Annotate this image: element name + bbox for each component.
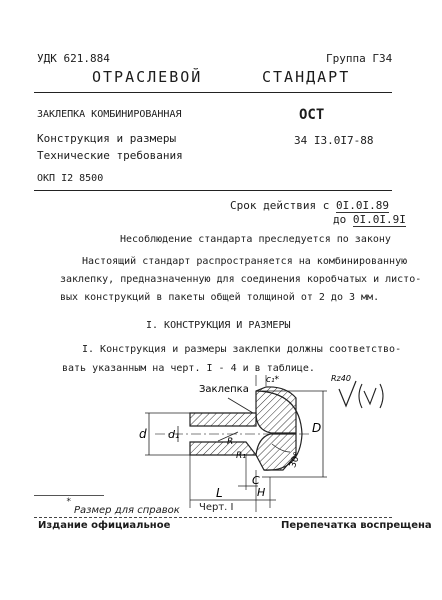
drawing-angle: 30°	[288, 450, 304, 470]
footer-official: Издание официальное	[38, 520, 171, 531]
drawing-label-rivet: Заклепка	[199, 384, 249, 395]
intro-line-1: Настоящий стандарт распространяется на комбинированную	[82, 256, 408, 267]
validity-from-date: 0I.0I.89	[335, 199, 389, 212]
footer-reprint: Перепечатка воспрещена	[281, 520, 432, 531]
section-para-1: I. Конструкция и размеры заклепки должны соответство-	[82, 344, 402, 355]
ost-number: 34 I3.0I7-88	[294, 134, 374, 147]
header-title-right: СТАНДАРТ	[262, 68, 351, 86]
drawing-C: C	[252, 474, 260, 487]
drawing-roughness: Rz40	[331, 374, 351, 383]
drawing-caption: Черт. I	[199, 502, 234, 513]
rivet-shank-upper	[190, 413, 256, 426]
drawing-d1: d₁	[168, 428, 180, 441]
validity-to-label: до	[333, 213, 347, 226]
section-para-2: вать указанным на черт. I - 4 и в таблице.	[62, 363, 315, 374]
section-title: I. КОНСТРУКЦИЯ И РАЗМЕРЫ	[146, 320, 291, 331]
drawing-d: d	[139, 427, 147, 441]
intro-line-2: заклепку, предназначенную для соединения коробчатых и листо-	[60, 274, 422, 285]
group-code: Группа Г34	[326, 52, 393, 65]
validity-from-label: Срок действия с	[230, 199, 330, 212]
udk-code: УДК 621.884	[37, 52, 110, 65]
ost-label: ОСТ	[299, 107, 325, 123]
footer-rule	[34, 517, 392, 518]
drawing-L: L	[216, 486, 223, 500]
roughness-check-icon	[339, 381, 356, 406]
drawing-c1: c₁*	[266, 375, 280, 385]
product-name: ЗАКЛЕПКА КОМБИНИРОВАННАЯ	[37, 109, 182, 120]
header-title-left: ОТРАСЛЕВОЙ	[92, 68, 203, 86]
product-line-2: Технические требования	[37, 149, 183, 162]
footnote-text: Размер для справок	[74, 505, 180, 516]
roughness-paren-check-icon	[359, 384, 383, 408]
footnote-mark: *	[66, 497, 72, 507]
okp-code: ОКП I2 8500	[37, 173, 104, 184]
drawing-R1: R₁	[236, 451, 246, 461]
drawing-R: R	[227, 437, 234, 447]
drawing-D: D	[312, 421, 322, 435]
drawing-H: H	[257, 486, 266, 499]
validity-to-date: 0I.0I.9I	[352, 213, 406, 226]
compliance-notice: Несоблюдение стандарта преследуется по закону	[120, 234, 391, 245]
rivet-shank-lower	[190, 442, 256, 455]
intro-line-3: вых конструкций в пакеты общей толщиной от 2 до 3 мм.	[60, 292, 380, 303]
rivet-label-leader	[228, 398, 253, 413]
product-line-1: Конструкция и размеры	[37, 132, 177, 145]
footnote-rule	[34, 495, 104, 496]
